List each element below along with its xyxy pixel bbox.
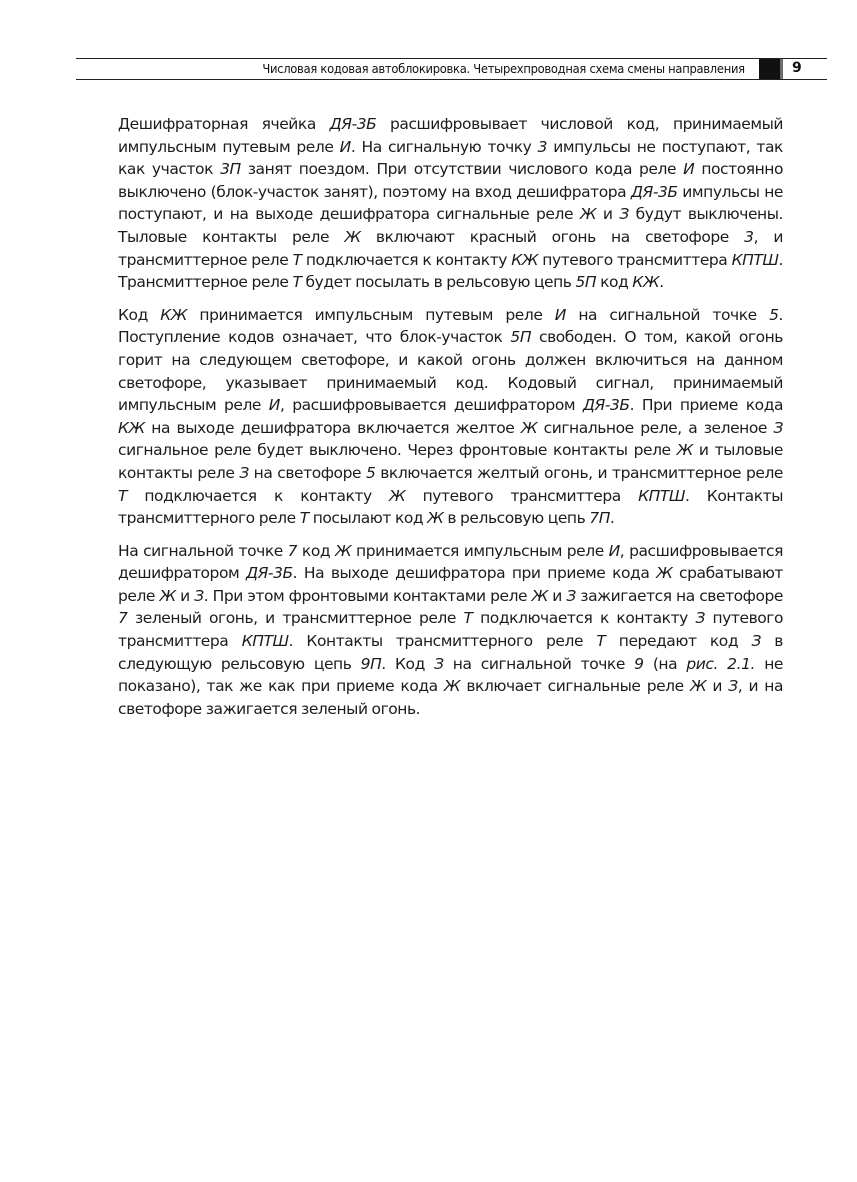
italic-term: 7 [118, 609, 128, 628]
text-run: в рельсовую цепь [443, 509, 590, 528]
italic-term: Т [292, 250, 302, 269]
italic-term: КЖ [118, 418, 145, 437]
page-header [76, 58, 827, 81]
italic-term: З [566, 586, 576, 605]
text-run: подключается к контакту [127, 486, 390, 505]
text-run: подключается к контакту [301, 250, 512, 269]
italic-term: 5 [365, 463, 376, 482]
text-run: на выходе дешифратора включается желтое [144, 418, 521, 437]
text-run: подключается к контакту [472, 609, 696, 628]
text-run: путевого трансмиттера [538, 250, 732, 269]
italic-term: 5П [575, 273, 597, 292]
italic-term: З [773, 418, 783, 437]
text-run: На сигнальной точке [118, 541, 288, 560]
header-marker-block [759, 59, 780, 79]
italic-term: КЖ [511, 250, 539, 269]
italic-term: ДЯ-3Б [245, 564, 293, 583]
italic-term: Ж [344, 227, 361, 246]
text-run: сигнальное реле будет выключено. Через фронтовые контакты реле [118, 441, 677, 460]
text-run: и [706, 677, 729, 696]
italic-term: Ж [520, 418, 538, 437]
text-run: срабатывают реле [118, 564, 784, 605]
text-run: и [596, 205, 620, 224]
text-run: передают код [605, 632, 752, 651]
italic-term: 9П [360, 654, 382, 673]
text-run: , расшифровывается дешифратором [118, 541, 784, 583]
header-rule-bottom [76, 79, 827, 80]
italic-term: Ж [334, 541, 352, 560]
text-run: не показано), так же как при приеме кода [118, 654, 783, 696]
text-run: зеленый огонь, и трансмиттерное реле [127, 609, 464, 628]
italic-term: 3 [744, 227, 754, 246]
italic-term: З [194, 586, 204, 605]
text-run: . Контакты трансмиттерного реле [288, 632, 597, 651]
text-run: постоянно выключено (блок-участок занят), поэтому на вход дешифратора [118, 160, 784, 201]
italic-term: 9 [634, 654, 644, 673]
page-number: 9 [792, 60, 802, 76]
italic-term: Ж [531, 586, 548, 605]
text-run: посылают код [308, 509, 428, 528]
text-run: принимается импульсным реле [351, 541, 609, 560]
italic-term: 5 [769, 305, 779, 324]
italic-term: Т [118, 486, 128, 505]
italic-term: КПТШ [731, 250, 779, 269]
italic-term: Ж [676, 441, 693, 460]
text-run: занят поездом. При отсутствии числового кода реле [240, 160, 684, 179]
italic-term: 3 [537, 137, 548, 156]
text-run: . Поступление кодов означает, что блок-участок [118, 305, 783, 347]
text-run: . На выходе дешифратора при приеме кода [292, 564, 657, 583]
text-run: включается желтый огонь, и трансмиттерное реле [375, 463, 783, 482]
italic-term: З [434, 654, 444, 673]
text-run: зажигается на светофоре [575, 586, 783, 605]
italic-term: Ж [579, 205, 597, 224]
text-run: и [547, 586, 567, 605]
italic-term: И [268, 396, 280, 415]
italic-term: И [608, 541, 620, 560]
header-marker-strip [780, 59, 783, 79]
italic-term: Ж [427, 509, 444, 528]
italic-term: Т [299, 509, 309, 528]
text-run: импульсы не поступают, так как участок [118, 137, 783, 179]
text-run: в следующую рельсовую цепь [118, 632, 783, 673]
text-run: . При этом фронтовыми контактами реле [203, 586, 532, 605]
italic-term: И [339, 137, 351, 156]
italic-term: КПТШ [241, 632, 289, 651]
italic-term: З [751, 632, 761, 651]
italic-term: Ж [689, 677, 707, 696]
paragraph-2 [118, 304, 783, 530]
text-run: и тыловые контакты реле [118, 441, 783, 482]
running-title: Числовая кодовая автоблокировка. Четырехпроводная схема смены направления [262, 61, 745, 76]
italic-term: Ж [389, 486, 406, 505]
text-run: код [596, 273, 633, 292]
italic-term: И [554, 305, 566, 324]
italic-term: З [239, 463, 249, 482]
italic-term: ДЯ-3Б [630, 182, 678, 201]
header-rule-top [76, 58, 827, 59]
text-run: включают красный огонь на светофоре [360, 227, 745, 246]
text-run: будет посылать в рельсовую цепь [301, 273, 576, 292]
text-run: код [297, 541, 335, 560]
italic-term: 3П [220, 160, 241, 179]
text-run: , и трансмиттерное реле [118, 227, 784, 269]
italic-term: КПТШ [638, 486, 685, 505]
italic-term: З [619, 205, 629, 224]
italic-term: З [728, 677, 738, 696]
italic-term: 5П [510, 328, 532, 347]
text-run: включает сигнальные реле [460, 677, 690, 696]
text-run: на светофоре [248, 463, 366, 482]
text-run: . Код [381, 654, 435, 673]
text-run: . На сигнальную точку [350, 137, 538, 156]
text-run: будут выключены. Тыловые контакты реле [118, 205, 784, 246]
italic-term: КЖ [632, 273, 660, 292]
italic-term: ДЯ-3Б [582, 396, 630, 415]
italic-term: 7П [589, 509, 610, 528]
text-run: и [175, 586, 195, 605]
italic-term: И [683, 160, 695, 179]
text-run: расшифровывает числовой код, принимаемый импульсным путевым реле [118, 115, 783, 156]
text-run: свободен. О том, какой огонь горит на следующем светофоре, и какой огонь должен включиться на данном светофоре, указывает принимаемый код. Кодовый сигнал, принимаемый импульсным реле [118, 328, 783, 415]
italic-term: 7 [287, 541, 298, 560]
text-run: сигнальное реле, а зеленое [537, 418, 774, 437]
text-run: путевого трансмиттера [118, 609, 784, 651]
italic-term: рис. 2.1. [686, 654, 755, 673]
text-run: на сигнальной точке [443, 654, 635, 673]
italic-term: Ж [159, 586, 176, 605]
text-run: (на [643, 654, 687, 673]
text-run: на сигнальной точке [565, 305, 770, 324]
italic-term: Т [596, 632, 606, 651]
paragraph-1 [118, 113, 783, 294]
italic-term: З [695, 609, 705, 628]
italic-term: Т [463, 609, 473, 628]
italic-term: Ж [443, 677, 461, 696]
text-run: Дешифраторная ячейка [118, 115, 330, 133]
text-run: . Контакты трансмиттерного реле [118, 486, 783, 528]
text-run: . Трансмиттерное реле [118, 250, 783, 292]
text-run: . [609, 509, 615, 528]
text-run: , расшифровывается дешифратором [279, 396, 583, 415]
text-run: . При приеме кода [629, 396, 784, 415]
text-run: импульсы не поступают, и на выходе дешифратора сигнальные реле [118, 182, 783, 224]
text-run: , и на светофоре зажигается зеленый огонь. [118, 677, 784, 718]
italic-term: КЖ [160, 305, 188, 324]
text-run: Код [118, 305, 161, 324]
italic-term: Ж [656, 564, 673, 583]
text-run: путевого трансмиттера [405, 486, 639, 505]
italic-term: ДЯ-3Б [329, 115, 377, 133]
paragraph-3 [118, 540, 783, 721]
text-run: . [659, 273, 664, 292]
text-run: принимается импульсным путевым реле [187, 305, 555, 324]
body-text [118, 113, 783, 730]
italic-term: Т [292, 273, 302, 292]
